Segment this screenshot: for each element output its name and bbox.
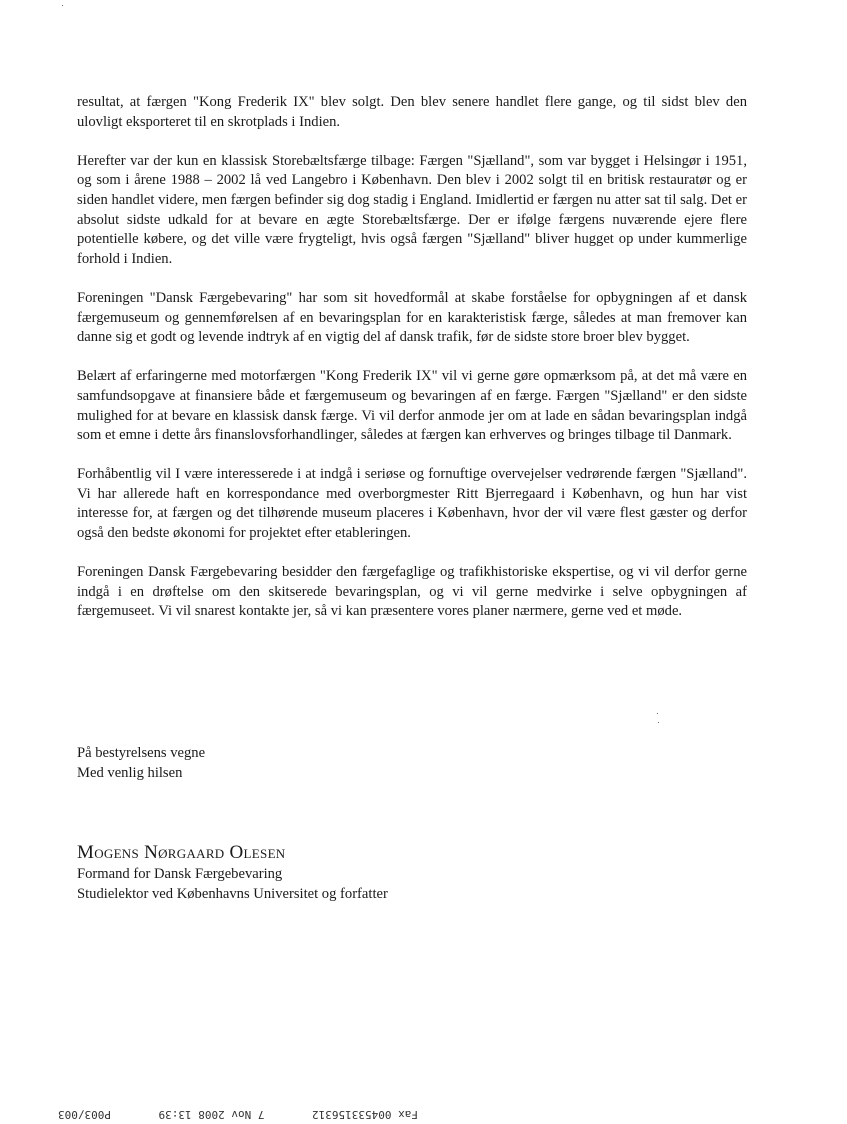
scan-speck	[658, 722, 659, 723]
paragraph-2: Herefter var der kun en klassisk Storebæltsfærge tilbage: Færgen "Sjælland", som var bygget i Helsingør i 1951, og som i årene 1988 – 2002 lå ved Langebro i København. Den blev i 2002 solgt til en britisk restauratør og er siden handlet videre, men færgen befinder sig dog stadig i England. Imidlertid er færgen nu atter sat til salg. Det er absolut sidste udkald for at bevare en ægte Storebæltsfærge. Der er ifølge færgens nuværende ejere flere potentielle købere, og det ville være frygteligt, hvis også færgen "Sjælland" bliver hugget op under kummerlige forhold i Indien.	[77, 152, 747, 267]
scan-speck	[657, 713, 658, 714]
scan-speck	[62, 5, 63, 6]
paragraph-1: resultat, at færgen "Kong Frederik IX" blev solgt. Den blev senere handlet flere gange, og til sidst blev den ulovligt eksporteret til en skrotplads i Indien.	[77, 94, 747, 130]
closing-line-2: Med venlig hilsen	[77, 764, 183, 781]
paragraph-4: Belært af erfaringerne med motorfærgen "Kong Frederik IX" vil vi gerne gøre opmærksom på, at det må være en samfundsopgave at finansiere både et færgemuseum og bevaringen af en færge. Færgen "Sjælland" er den sidste mulighed for at bevare en klassisk dansk færge. Vi vil derfor anmode jer om at lade en sådan bevaringsplan indgå som et emne i dette års finanslovsforhandlinger, således at færgen kan erhverves og bringes tilbage til Danmark.	[77, 368, 747, 444]
signature-block	[77, 842, 388, 904]
letter-body	[77, 93, 747, 642]
paragraph-3: Foreningen "Dansk Færgebevaring" har som sit hovedformål at skabe forståelse for opbygningen af et dansk færgemuseum og gennemførelsen af en bevaringsplan for en karakteristisk færge, således at man fremover kan danne sig et godt og levende indtryk af en vigtig del af dansk trafik, før de sidste store broer blev bygget.	[77, 289, 747, 346]
fax-transmission-header	[58, 1108, 418, 1121]
fax-page: P003/003	[58, 1108, 111, 1121]
paragraph-6: Foreningen Dansk Færgebevaring besidder den færgefaglige og trafikhistoriske ekspertise, og vi vil derfor gerne indgå i en drøftelse om den skitserede bevaringsplan, og vi vil gerne medvirke i selve opbygningen af færgemuseet. Vi vil snarest kontakte jer, så vi kan præsentere vores planer nærmere, gerne ved et møde.	[77, 564, 747, 620]
paragraph-5: Forhåbentlig vil I være interesserede i at indgå i seriøse og fornuftige overvejelser vedrørende færgen "Sjælland". Vi har allerede haft en korrespondance med overborgmester Ritt Bjerregaard i København, og hun har vist interesse for, at færgen og det tilhørende museum placeres i København, hvor der vil være flest gæster og derfor også den bedste økonomi for projektet efter etableringen.	[77, 466, 747, 542]
signatory-title-2: Studielektor ved Københavns Universitet og forfatter	[77, 885, 388, 902]
signatory-name: Mogens Nørgaard Olesen	[77, 842, 286, 863]
fax-sender: Fax 004533156312	[312, 1108, 418, 1121]
fax-date: 7 Nov 2008 13:39	[158, 1108, 265, 1121]
letter-closing	[77, 744, 205, 783]
signatory-title-1: Formand for Dansk Færgebevaring	[77, 866, 283, 882]
closing-line-1: På bestyrelsens vegne	[77, 745, 206, 761]
